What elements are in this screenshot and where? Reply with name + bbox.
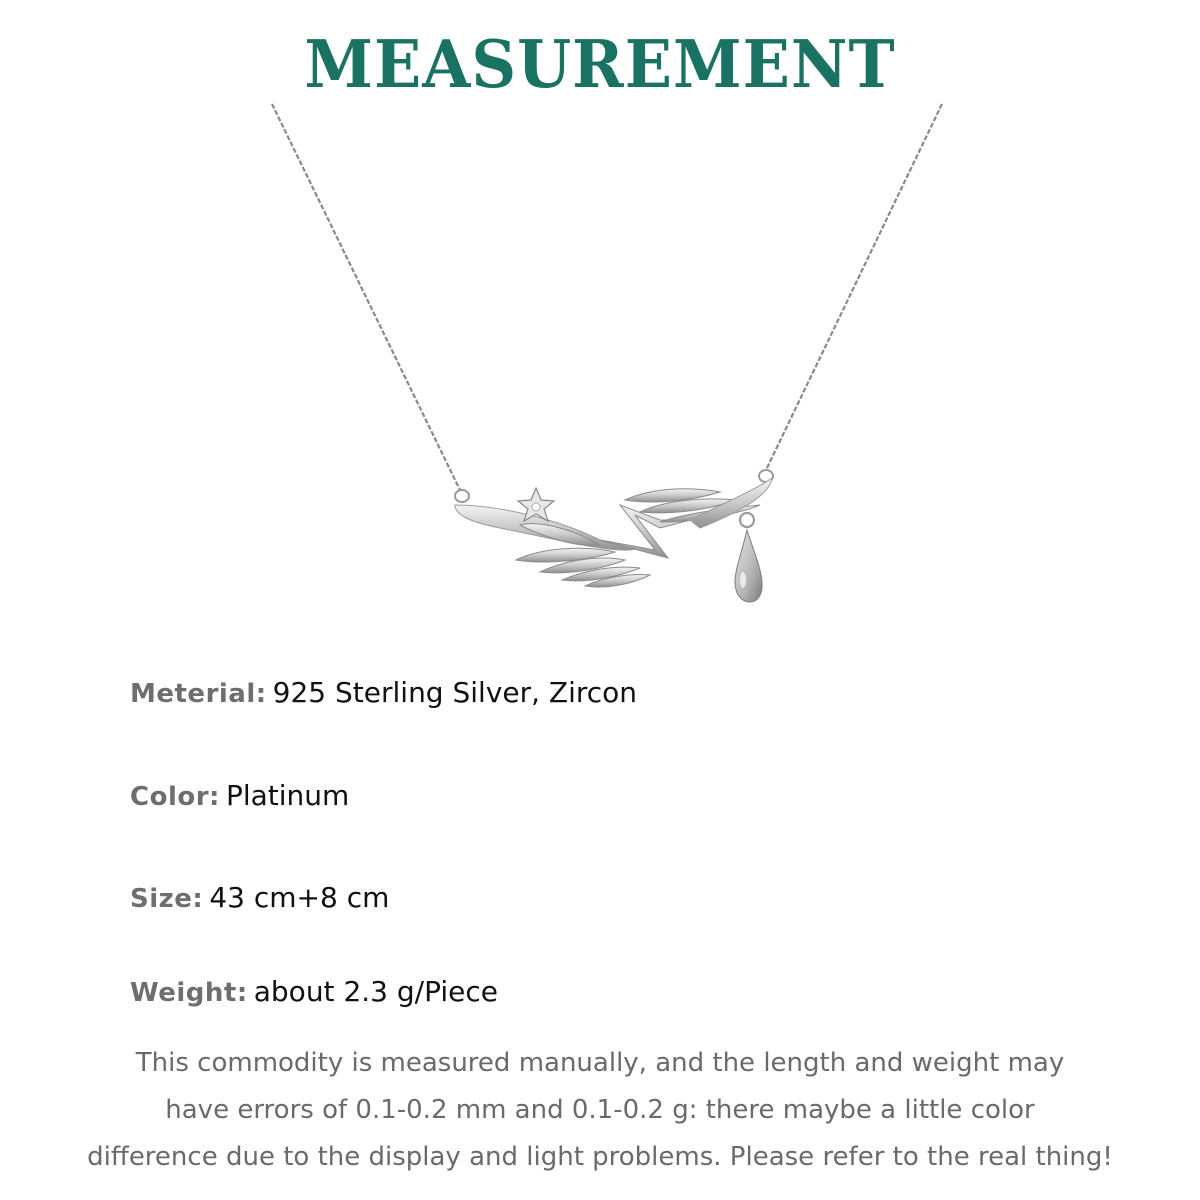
spec-value-material: 925 Sterling Silver, Zircon	[272, 676, 638, 709]
page-title: MEASUREMENT	[304, 26, 896, 103]
chain-right	[766, 104, 942, 470]
disclaimer-line-3: difference due to the display and light problems. Please refer to the real thing!	[87, 1142, 1113, 1172]
spec-weight	[130, 975, 498, 1015]
spec-color	[130, 779, 349, 819]
spec-label-color: Color:	[130, 782, 220, 812]
spec-label-weight: Weight:	[130, 978, 248, 1008]
spec-material	[130, 676, 637, 716]
spec-label-material: Meterial:	[130, 679, 267, 709]
chain-left	[272, 104, 460, 490]
necklace-wing-pendant-image	[0, 95, 1200, 625]
spec-size	[130, 881, 389, 921]
spec-value-weight: about 2.3 g/Piece	[253, 975, 498, 1008]
disclaimer-line-1: This commodity is measured manually, and the length and weight may	[135, 1048, 1065, 1078]
spec-value-size: 43 cm+8 cm	[209, 881, 390, 914]
disclaimer-note	[0, 1040, 1200, 1181]
spec-label-size: Size:	[130, 884, 204, 914]
disclaimer-line-2: have errors of 0.1-0.2 mm and 0.1-0.2 g: there maybe a little color	[165, 1095, 1035, 1125]
spec-value-color: Platinum	[225, 779, 350, 812]
